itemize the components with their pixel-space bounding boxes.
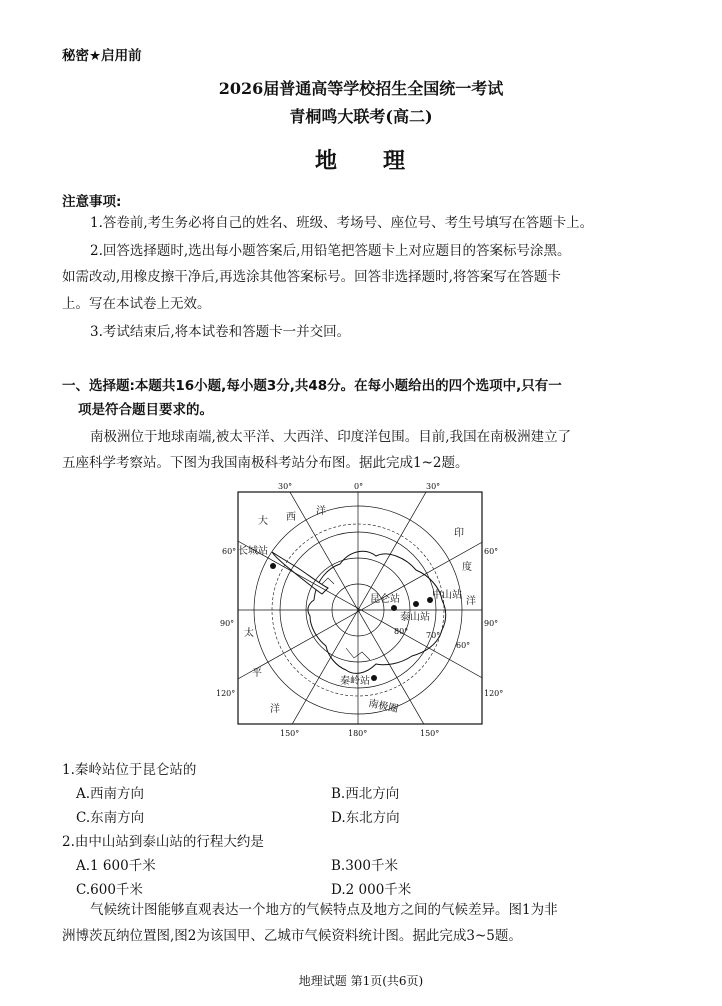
station-changcheng-label: 长城站 xyxy=(238,546,268,557)
section-heading-line-1: 一、选择题:本题共16小题,每小题3分,共48分。在每小题给出的四个选项中,只有一 xyxy=(62,378,562,394)
question-2-option-b[interactable]: B.300千米 xyxy=(331,858,398,874)
intro1-line-2: 五座科学考察站。下图为我国南极科考站分布图。据此完成1~2题。 xyxy=(62,455,469,471)
station-kunlun-label: 昆仑站 xyxy=(370,594,400,605)
question-2-stem: 2.由中山站到泰山站的行程大约是 xyxy=(62,834,264,850)
lat-label-60: 60° xyxy=(456,641,471,650)
ocean-indian-2: 度 xyxy=(462,562,472,573)
question-2-option-c[interactable]: C.600千米 xyxy=(76,882,143,898)
lon-label-right-120: 120° xyxy=(484,689,504,698)
subject-title xyxy=(0,144,722,175)
question-1-option-d[interactable]: D.东北方向 xyxy=(331,810,400,826)
section-heading-line-2: 项是符合题目要求的。 xyxy=(78,402,213,418)
ocean-pacific-2: 平 xyxy=(252,668,262,679)
lon-label-top-left: 30° xyxy=(278,482,293,491)
notice-item-3: 3.考试结束后,将本试卷和答题卡一并交回。 xyxy=(90,324,351,340)
ocean-indian-3: 洋 xyxy=(466,596,476,607)
lon-label-left-90: 90° xyxy=(220,619,235,628)
notice-item-1: 1.答卷前,考生务必将自己的姓名、班级、考场号、座位号、考生号填写在答题卡上。 xyxy=(90,215,594,231)
exam-title: 2026届普通高等学校招生全国统一考试 xyxy=(218,79,504,98)
lon-label-bot-left: 150° xyxy=(280,729,300,738)
station-qinling-marker xyxy=(371,675,377,681)
antarctica-station-map xyxy=(216,480,504,740)
lat-label-70: 70° xyxy=(426,631,441,640)
subject-char-1: 地 xyxy=(314,149,339,174)
exam-subtitle: 青桐鸣大联考(高二) xyxy=(289,107,433,126)
ocean-atlantic-1: 大 xyxy=(258,516,268,527)
intro2-line-2: 洲博茨瓦纳位置图,图2为该国甲、乙城市气候资料统计图。据此完成3~5题。 xyxy=(62,928,522,944)
question-1-option-a[interactable]: A.西南方向 xyxy=(76,786,145,802)
subject-char-2: 理 xyxy=(383,149,408,174)
antarctic-circle-label: 南极圈 xyxy=(367,698,400,716)
question-1-stem: 1.秦岭站位于昆仑站的 xyxy=(62,762,197,778)
notice-item-2-line-2: 如需改动,用橡皮擦干净后,再选涂其他答案标号。回答非选择题时,将答案写在答题卡 xyxy=(62,269,561,285)
lon-label-top-mid: 0° xyxy=(354,482,364,491)
page-footer: 地理试题 第1页(共6页) xyxy=(298,974,424,988)
lat-label-80: 80° xyxy=(394,627,409,636)
ocean-atlantic-3: 洋 xyxy=(316,506,326,517)
question-2-option-d[interactable]: D.2 000千米 xyxy=(331,882,412,898)
station-taishan-marker xyxy=(413,601,419,607)
ocean-indian-1: 印 xyxy=(454,528,464,539)
intro2-line-1: 气候统计图能够直观表达一个地方的气候特点及地方之间的气候差异。图1为非 xyxy=(90,902,558,918)
station-kunlun-marker xyxy=(391,605,397,611)
ocean-pacific-1: 太 xyxy=(244,628,254,639)
lon-label-left-120: 120° xyxy=(216,689,236,698)
notice-item-2-line-1: 2.回答选择题时,选出每小题答案后,用铅笔把答题卡上对应题目的答案标号涂黑。 xyxy=(90,243,571,259)
lon-label-left-60: 60° xyxy=(222,547,237,556)
intro1-line-1: 南极洲位于地球南端,被太平洋、大西洋、印度洋包围。目前,我国在南极洲建立了 xyxy=(90,429,572,445)
lon-label-top-right: 30° xyxy=(426,482,441,491)
lon-label-bot-mid: 180° xyxy=(348,729,368,738)
confidential-mark: 秘密★启用前 xyxy=(62,48,142,64)
lon-label-right-60: 60° xyxy=(484,547,499,556)
station-changcheng-marker xyxy=(270,563,276,569)
station-taishan-label: 泰山站 xyxy=(400,612,430,623)
station-qinling-label: 秦岭站 xyxy=(340,676,370,687)
ocean-pacific-3: 洋 xyxy=(270,704,280,715)
question-1-option-b[interactable]: B.西北方向 xyxy=(331,786,400,802)
ocean-atlantic-2: 西 xyxy=(286,512,296,523)
notice-heading: 注意事项: xyxy=(62,194,122,210)
station-zhongshan-label: 中山站 xyxy=(432,590,462,601)
lon-label-bot-right: 150° xyxy=(420,729,440,738)
lon-label-right-90: 90° xyxy=(484,619,499,628)
question-1-option-c[interactable]: C.东南方向 xyxy=(76,810,145,826)
notice-item-2-line-3: 上。写在本试卷上无效。 xyxy=(62,296,211,312)
question-2-option-a[interactable]: A.1 600千米 xyxy=(76,858,156,874)
